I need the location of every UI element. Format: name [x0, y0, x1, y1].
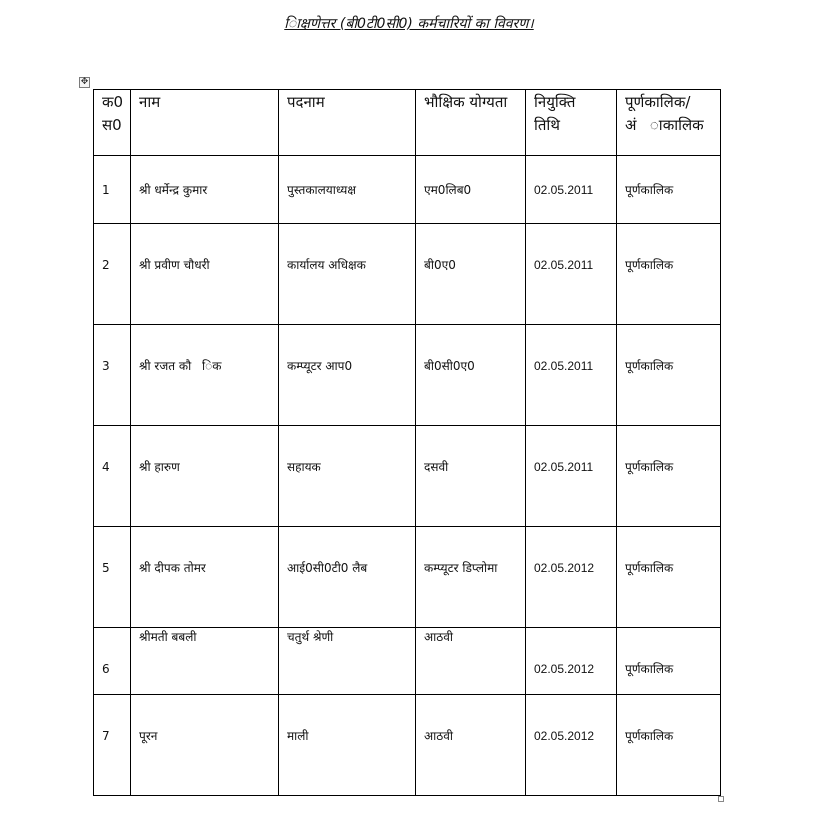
table-row [94, 156, 721, 224]
document-title: िाक्षणेत्तर (बी0टी0सी0) कर्मचारियों का विवरण। [284, 16, 534, 32]
row-designation: आई0सी0टी0 लैब [279, 527, 416, 628]
row-qualification: कम्प्यूटर डिप्लोमा [416, 527, 526, 628]
row-name: श्री धर्मेन्द्र कुमार [131, 156, 279, 224]
row-qualification: आठवी [416, 628, 526, 695]
row-qualification: बी0ए0 [416, 224, 526, 325]
table-row [94, 628, 721, 695]
table-row [94, 224, 721, 325]
table-resize-handle-icon[interactable] [718, 796, 724, 802]
row-designation: कम्प्यूटर आप0 [279, 325, 416, 426]
header-designation: पदनाम [279, 90, 416, 156]
row-date: 02.05.2012 [526, 695, 617, 796]
header-serial: क0 स0 [94, 90, 131, 156]
row-type: पूर्णकालिक [617, 156, 721, 224]
row-date: 02.05.2011 [526, 156, 617, 224]
row-date: 02.05.2011 [526, 325, 617, 426]
row-name: श्री दीपक तोमर [131, 527, 279, 628]
row-date: 02.05.2012 [526, 628, 617, 695]
table-row [94, 426, 721, 527]
row-designation: माली [279, 695, 416, 796]
row-serial: 7 [94, 695, 131, 796]
row-type: पूर्णकालिक [617, 325, 721, 426]
row-serial: 5 [94, 527, 131, 628]
row-date: 02.05.2011 [526, 224, 617, 325]
row-name: श्री प्रवीण चौधरी [131, 224, 279, 325]
row-serial: 2 [94, 224, 131, 325]
table-move-handle-icon[interactable]: ✥ [80, 77, 89, 87]
row-name: श्री रजत कौ िक [131, 325, 279, 426]
row-serial: 3 [94, 325, 131, 426]
row-qualification: आठवी [416, 695, 526, 796]
header-employment-type: पूर्णकालिक/ अं ाकालिक [617, 90, 721, 156]
row-serial: 1 [94, 156, 131, 224]
row-type: पूर्णकालिक [617, 527, 721, 628]
row-designation: कार्यालय अधिक्षक [279, 224, 416, 325]
row-serial: 4 [94, 426, 131, 527]
row-type: पूर्णकालिक [617, 426, 721, 527]
row-date: 02.05.2011 [526, 426, 617, 527]
table-row [94, 695, 721, 796]
row-name: श्रीमती बबली [131, 628, 279, 695]
table-row [94, 325, 721, 426]
row-name: श्री हारुण [131, 426, 279, 527]
row-type: पूर्णकालिक [617, 695, 721, 796]
header-qualification: भौक्षिक योग्यता [416, 90, 526, 156]
row-serial: 6 [94, 628, 131, 695]
table-header-row [94, 90, 721, 156]
row-designation: पुस्तकालयाध्यक्ष [279, 156, 416, 224]
row-qualification: एम0लिब0 [416, 156, 526, 224]
header-appointment-date: नियुक्ति तिथि [526, 90, 617, 156]
row-type: पूर्णकालिक [617, 224, 721, 325]
row-qualification: बी0सी0ए0 [416, 325, 526, 426]
row-date: 02.05.2012 [526, 527, 617, 628]
row-name: पूरन [131, 695, 279, 796]
staff-table [93, 89, 721, 796]
header-name: नाम [131, 90, 279, 156]
row-designation: सहायक [279, 426, 416, 527]
row-type: पूर्णकालिक [617, 628, 721, 695]
row-designation: चतुर्थ श्रेणी [279, 628, 416, 695]
row-qualification: दसवी [416, 426, 526, 527]
table-row [94, 527, 721, 628]
